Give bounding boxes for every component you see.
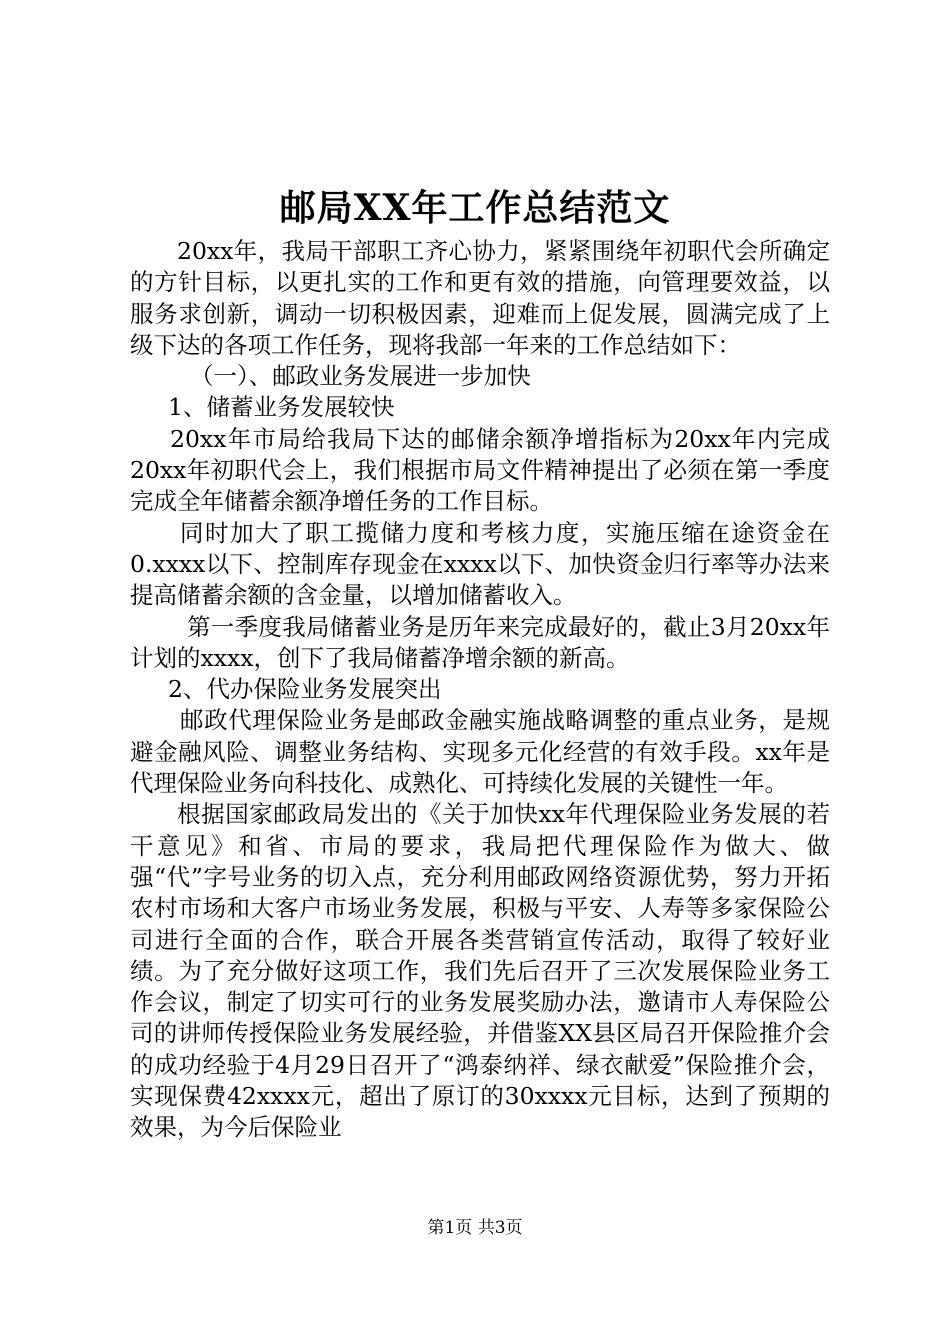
paragraph-savings-measures: 同时加大了职工揽储力度和考核力度，实施压缩在途资金在0.xxxx以下、控制库存现金在xxxx以下、加快资金归行率等办法来提高储蓄余额的含金量，以增加储蓄收入。	[130, 518, 830, 610]
section-heading-1: （一）、邮政业务发展进一步加快	[190, 362, 531, 391]
paragraph-insurance-details: 根据国家邮政局发出的《关于加快xx年代理保险业务发展的若干意见》和省、市局的要求，我局把代理保险作为做大、做强“代”字号业务的切入点，充分利用邮政网络资源优势，努力开拓农村市场和大客户市场业务发展，积极与平安、人寿等多家保险公司进行全面的合作，联合开展各类营销宣传活动，取得了较好业绩。为了充分做好这项工作，我们先后召开了三次发展保险业务工作会议，制定了切实可行的业务发展奖励办法，邀请市人寿保险公司的讲师传授保险业务发展经验，并借鉴XX县区局召开保险推介会的成功经验于4月29日召开了“鸿泰纳祥、绿衣献爱”保险推介会，实现保费42xxxx元，超出了原订的30xxxx元目标，达到了预期的效果，为今后保险业	[130, 800, 830, 1142]
paragraph-insurance-intro: 邮政代理保险业务是邮政金融实施战略调整的重点业务，是规避金融风险、调整业务结构、实现多元化经营的有效手段。xx年是代理保险业务向科技化、成熟化、可持续化发展的关键性一年。	[130, 706, 830, 798]
paragraph-savings-target: 20xx年市局给我局下达的邮储余额净增指标为20xx年内完成20xx年初职代会上，我们根据市局文件精神提出了必须在第一季度完成全年储蓄余额净增任务的工作目标。	[130, 424, 830, 516]
document-title: 邮局XX年工作总结范文	[279, 187, 671, 229]
subsection-heading-1: 1、储蓄业务发展较快	[168, 393, 395, 422]
document-body	[130, 236, 830, 1144]
paragraph-intro: 20xx年，我局干部职工齐心协力，紧紧围绕年初职代会所确定的方针目标，以更扎实的工作和更有效的措施，向管理要效益，以服务求创新，调动一切积极因素，迎难而上促发展，圆满完成了上级下达的各项工作任务，现将我部一年来的工作总结如下：	[130, 237, 830, 359]
page-number-footer: 第1页 共3页	[427, 1218, 523, 1238]
paragraph-first-quarter: 第一季度我局储蓄业务是历年来完成最好的，截止3月20xx年计划的xxxx，创下了我局储蓄净增余额的新高。	[130, 612, 830, 672]
subsection-heading-2: 2、代办保险业务发展突出	[168, 675, 442, 704]
